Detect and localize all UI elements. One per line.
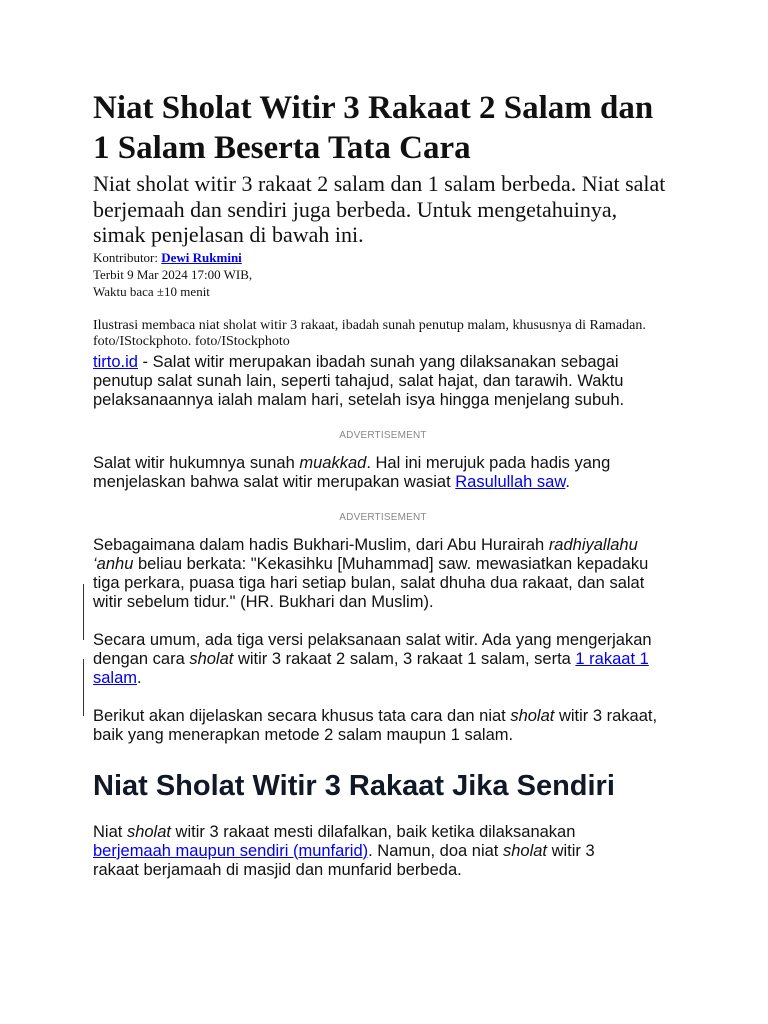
article (93, 88, 673, 880)
source-link[interactable]: tirto.id (93, 352, 138, 371)
article-title: Niat Sholat Witir 3 Rakaat 2 Salam dan 1 Salam Beserta Tata Cara (93, 90, 654, 166)
contributor-line (93, 249, 673, 266)
article-meta (93, 249, 673, 300)
section-heading: Niat Sholat Witir 3 Rakaat Jika Sendiri (93, 769, 615, 802)
paragraph-versi: Secara umum, ada tiga versi pelaksanaan salat witir. Ada yang mengerjakan dengan cara sholat witir 3 rakaat 2 salam, 3 rakaat 1 salam, serta 1 rakaat 1 salam. (93, 630, 652, 687)
paragraph-hadis: Sebagaimana dalam hadis Bukhari-Muslim, dari Abu Hurairah radhiyallahu ‘anhu beliau berkata: "Kekasihku [Muhammad] saw. mewasiatkan kepadaku tiga perkara, puasa tiga hari setiap bulan, salat dhuha dua rakaat, dan salat witir sebelum tidur." (HR. Bukhari dan Muslim). (93, 535, 649, 611)
berjemaah-link[interactable]: berjemaah maupun sendiri (munfarid) (93, 841, 369, 860)
contributor-label: Kontributor: (93, 249, 162, 265)
rasulullah-link[interactable]: Rasulullah saw (455, 472, 566, 491)
paragraph-hukum: Salat witir hukumnya sunah muakkad. Hal ini merujuk pada hadis yang menjelaskan bahwa salat witir merupakan wasiat Rasulullah saw. (93, 453, 611, 491)
paragraph-niat: Niat sholat witir 3 rakaat mesti dilafalkan, baik ketika dilaksanakan berjemaah maupun sendiri (munfarid). Namun, doa niat sholat witir 3 rakaat berjamaah di masjid dan munfarid berbeda. (93, 822, 595, 879)
advertisement-label: ADVERTISEMENT (339, 429, 427, 441)
paragraph-intro: tirto.id - Salat witir merupakan ibadah sunah yang dilaksanakan sebagai penutup salat sunah lain, seperti tahajud, salat hajat, dan tarawih. Waktu pelaksanaannya ialah malam hari, setelah isya hingga menjelang subuh. (93, 352, 625, 409)
paragraph-tata-cara: Berikut akan dijelaskan secara khusus tata cara dan niat sholat witir 3 rakaat, baik yang menerapkan metode 2 salam maupun 1 salam. (93, 706, 658, 744)
rakaat-link[interactable]: 1 rakaat 1 salam (93, 649, 649, 687)
read-time: Waktu baca ±10 menit (93, 283, 210, 299)
published-date: Terbit 9 Mar 2024 17:00 WIB, (93, 266, 253, 282)
advertisement-label: ADVERTISEMENT (339, 511, 427, 523)
image-caption: Ilustrasi membaca niat sholat witir 3 rakaat, ibadah sunah penutup malam, khususnya di Ramadan. foto/IStockphoto. foto/IStockphoto (93, 317, 646, 349)
margin-line (83, 584, 84, 640)
article-subtitle: Niat sholat witir 3 rakaat 2 salam dan 1 salam berbeda. Niat salat berjemaah dan sendiri juga berbeda. Untuk mengetahuinya, simak penjelasan di bawah ini. (93, 171, 666, 247)
contributor-link[interactable]: Dewi Rukmini (161, 249, 242, 265)
margin-line (83, 659, 84, 716)
